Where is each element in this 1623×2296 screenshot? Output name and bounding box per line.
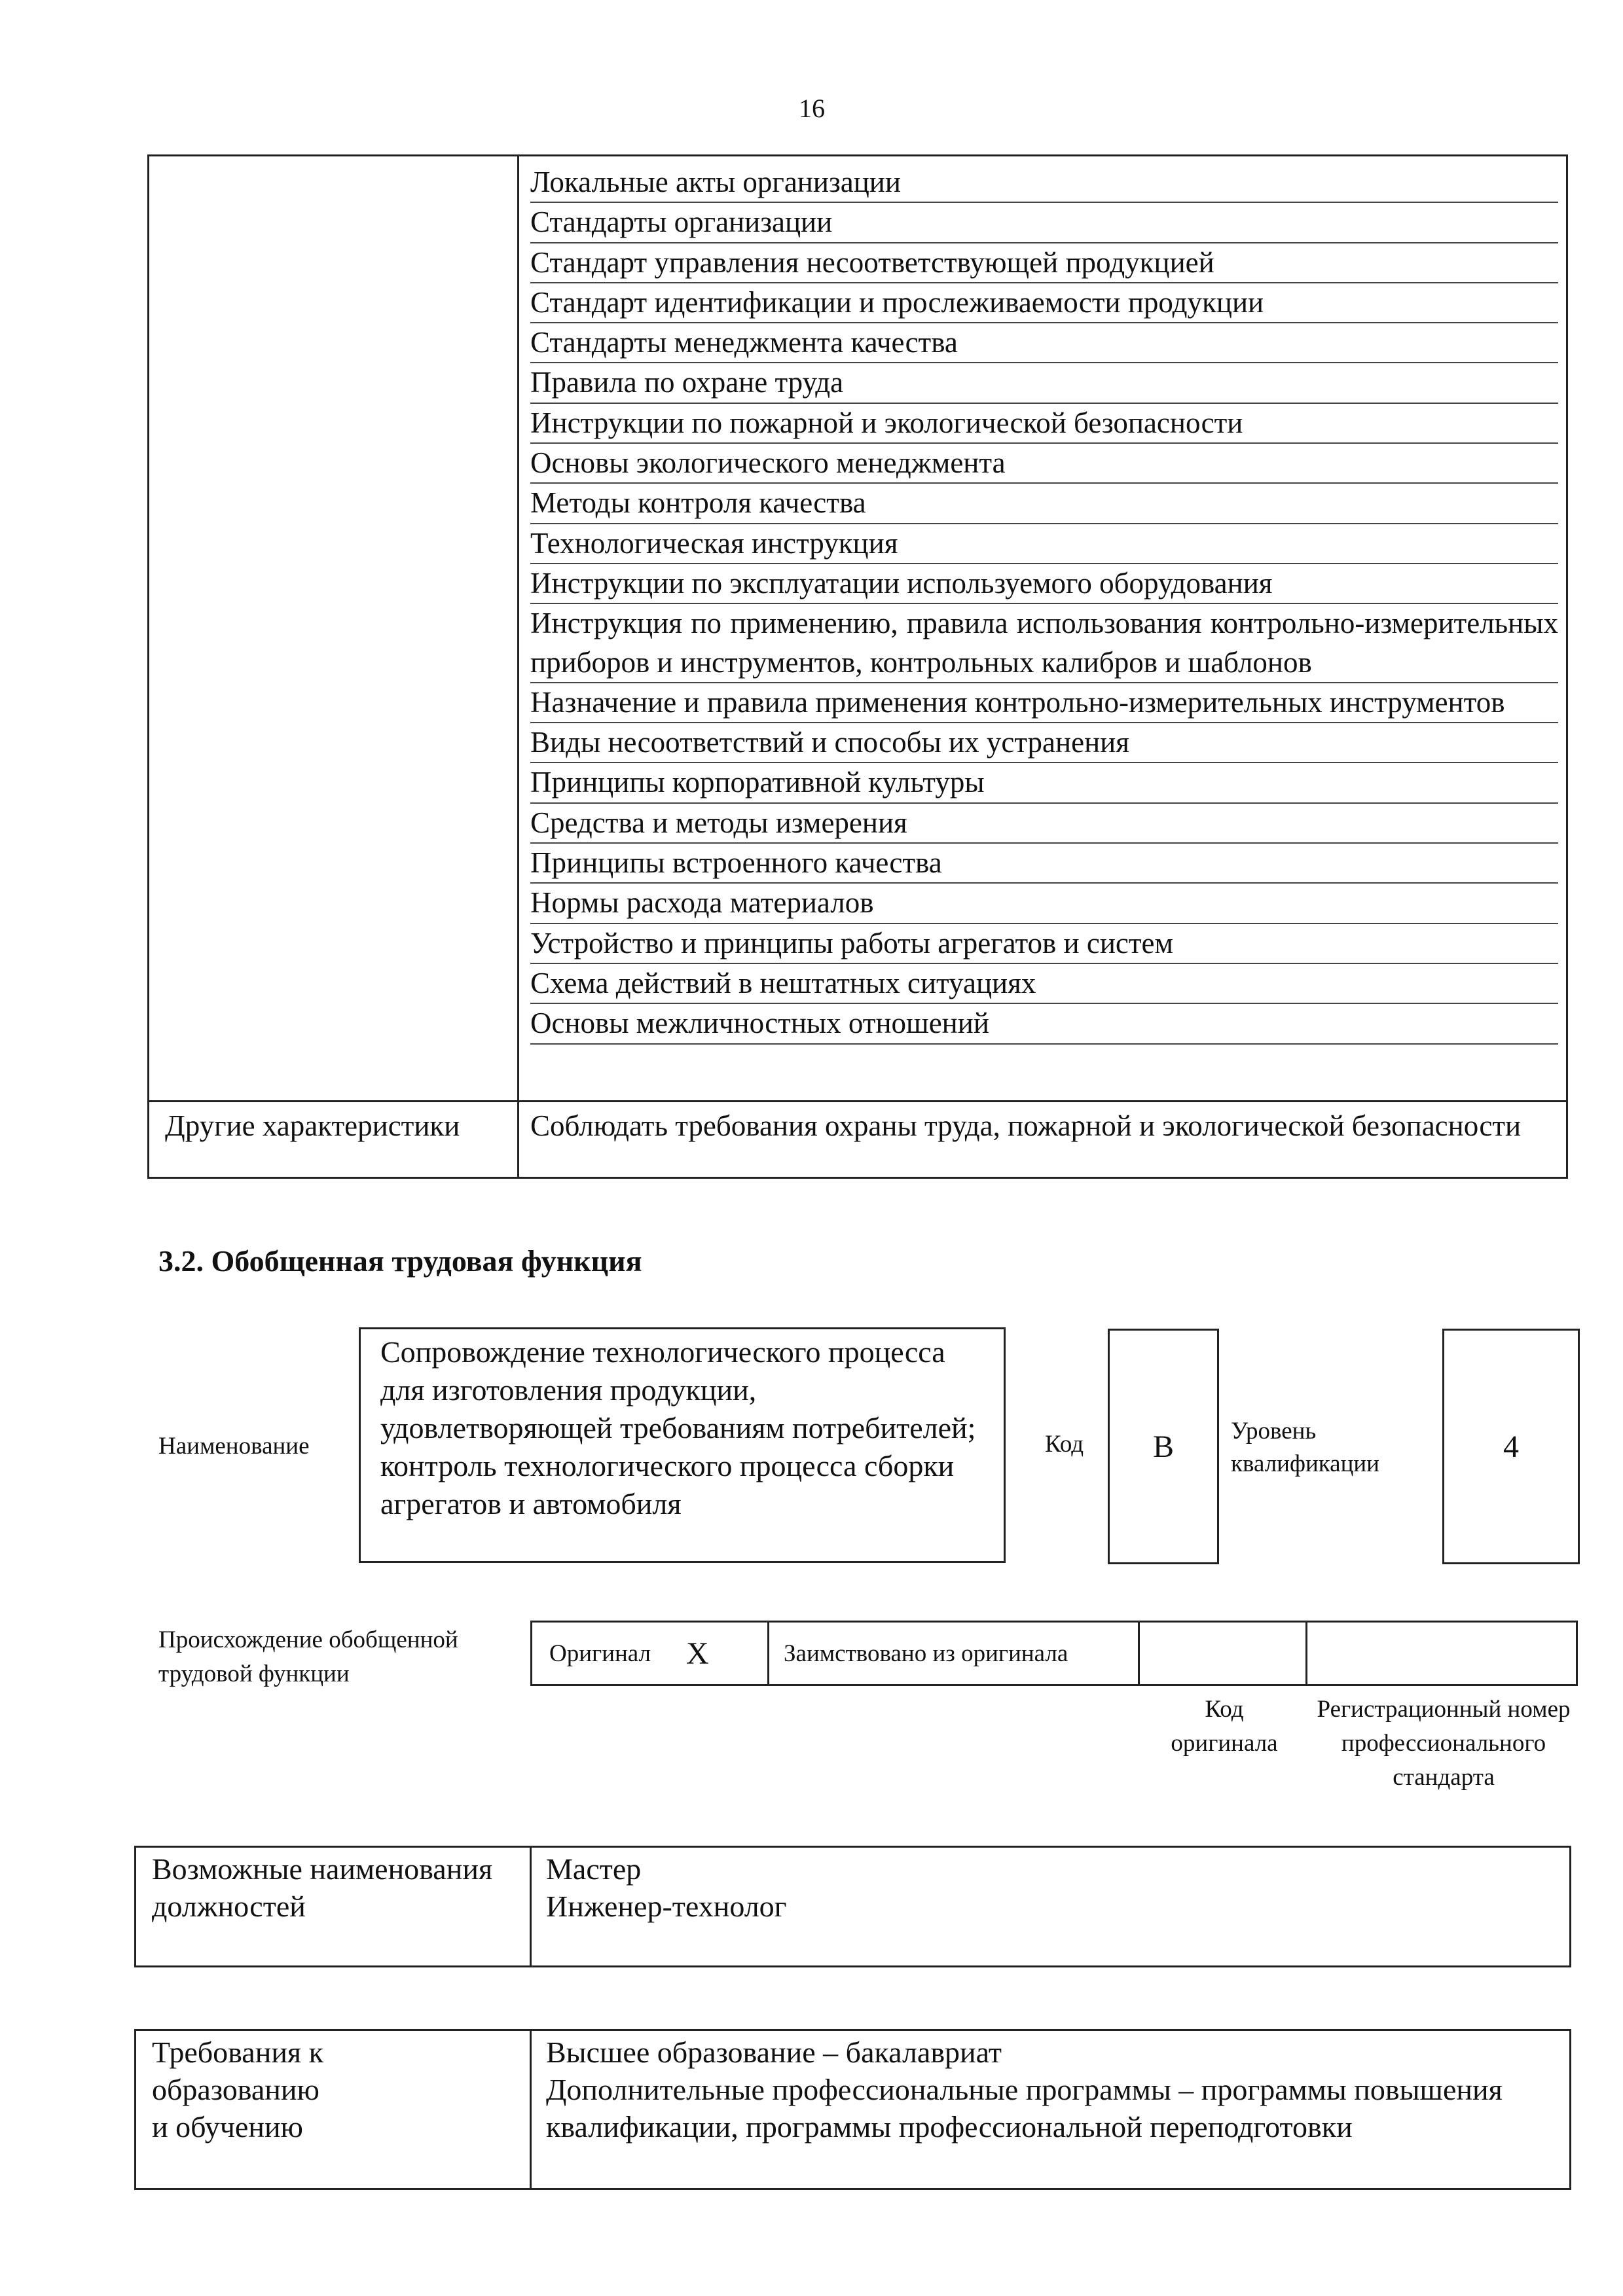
knowledge-item: Стандарт управления несоответствующей продукцией [530,243,1558,283]
qualification-level-label: Уровень квалификации [1231,1418,1379,1477]
knowledge-item: Основы межличностных отношений [530,1004,1558,1044]
knowledge-item: Средства и методы измерения [530,804,1558,844]
registration-number-caption: Регистрационный номер профессионального стандарта [1317,1696,1571,1791]
knowledge-item: Схема действий в нештатных ситуациях [530,964,1558,1004]
education-table [134,2029,1571,2190]
knowledge-item: Основы экологического менеджмента [530,444,1558,484]
knowledge-item: Инструкции по эксплуатации используемого оборудования [530,564,1558,604]
function-name-box [359,1327,1006,1563]
knowledge-item: Стандарты организации [530,203,1558,243]
column-divider [517,156,519,1177]
education-values [532,2031,1569,2145]
original-label: Оригинал [549,1640,651,1667]
education-label: Требования к образованию и обучению [136,2031,532,2188]
knowledge-item: Правила по охране труда [530,363,1558,403]
function-name-label: Наименование [158,1433,310,1460]
knowledge-item: Инструкции по пожарной и экологической безопасности [530,404,1558,444]
other-characteristics-label: Другие характеристики [165,1109,460,1142]
origin-table [530,1621,1578,1686]
knowledge-item: Назначение и правила применения контрольно-измерительных инструментов [530,683,1558,723]
knowledge-item: Технологическая инструкция [530,524,1558,564]
knowledge-item: Стандарты менеджмента качества [530,323,1558,363]
knowledge-item: Локальные акты организации [530,163,1558,203]
knowledge-table [147,154,1568,1179]
original-code-caption: Код оригинала [1171,1696,1278,1757]
other-characteristics-text: Соблюдать требования охраны труда, пожарной и экологической безопасности [530,1109,1522,1142]
borrowed-cell: Заимствовано из оригинала [769,1623,1140,1684]
function-name-line: Сопровождение технологического процесса для изготовления продукции, удовлетворяющей требованиям потребителей; [380,1335,976,1444]
qualification-level-value: 4 [1442,1329,1580,1564]
positions-label: Возможные наименования должностей [136,1848,532,1965]
code-label: Код [1045,1431,1084,1458]
knowledge-item: Виды несоответствий и способы их устранения [530,723,1558,763]
original-code-cell [1140,1623,1307,1684]
knowledge-item: Принципы встроенного качества [530,844,1558,884]
section-heading: 3.2. Обобщенная трудовая функция [158,1244,642,1278]
knowledge-list [530,163,1558,1045]
position-item: Мастер [546,1852,642,1886]
knowledge-item: Методы контроля качества [530,484,1558,524]
original-mark: X [686,1636,709,1671]
knowledge-item: Инструкция по применению, правила использования контрольно-измерительных приборов и инструментов, контрольных калибров и шаблонов [530,604,1558,683]
page-number: 16 [799,94,825,123]
code-value: B [1108,1329,1219,1564]
function-name-line: контроль технологического процесса сборки агрегатов и автомобиля [380,1449,955,1520]
positions-values [532,1848,1569,1925]
knowledge-item: Нормы расхода материалов [530,884,1558,924]
origin-label: Происхождение обобщенной трудовой функции [158,1626,458,1687]
registration-number-cell [1307,1623,1576,1684]
original-cell [532,1623,769,1684]
knowledge-item: Стандарт идентификации и прослеживаемости продукции [530,283,1558,323]
knowledge-item: Принципы корпоративной культуры [530,763,1558,803]
knowledge-item: Устройство и принципы работы агрегатов и систем [530,924,1558,964]
row-divider [149,1100,1566,1102]
education-item: Высшее образование – бакалавриат [546,2036,1002,2069]
position-item: Инженер-технолог [546,1890,787,1923]
education-item: Дополнительные профессиональные программы – программы повышения квалификации, программы профессиональной переподготовки [546,2073,1503,2144]
positions-table [134,1846,1571,1967]
